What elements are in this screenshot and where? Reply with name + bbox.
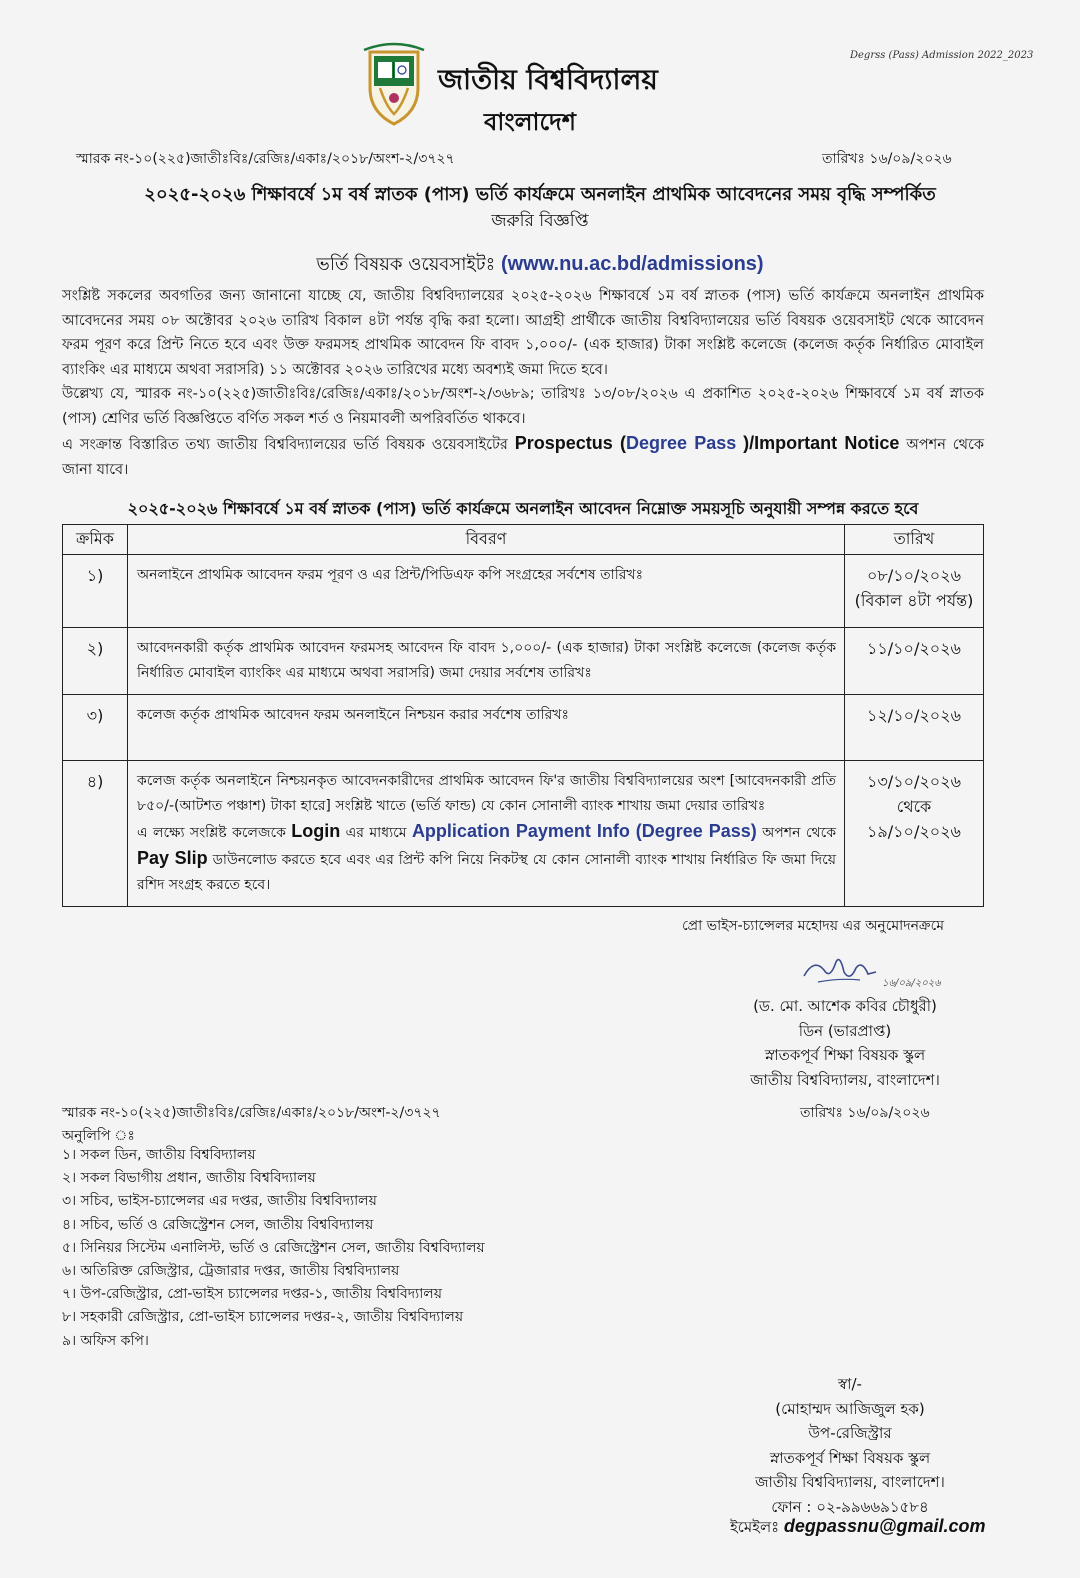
row-date-from: ১৩/১০/২০২৬: [867, 772, 961, 791]
notice-title: ২০২৫-২০২৬ শিক্ষাবর্ষে ১ম বর্ষ স্নাতক (পাস) ভর্তি কার্যক্রমে অনলাইন প্রাথমিক আবেদনের সময় বৃদ্ধি সম্পর্কিত: [144, 184, 936, 205]
table-row: [63, 761, 984, 907]
list-item: ৩। সচিব, ভাইস-চ্যান্সেলর এর দপ্তর, জাতীয় বিশ্ববিদ্যালয়: [62, 1193, 377, 1210]
signatory-org: জাতীয় বিশ্ববিদ্যালয়, বাংলাদেশ।: [750, 1070, 940, 1089]
col-description: বিবরণ: [128, 525, 845, 555]
signatory-school: স্নাতকপূর্ব শিক্ষা বিষয়ক স্কুল: [769, 1448, 931, 1467]
row-description: কলেজ কর্তৃক প্রাথমিক আবেদন ফরম অনলাইনে নিশ্চয়ন করার সর্বশেষ তারিখঃ: [128, 695, 845, 761]
corner-note: Degrss (Pass) Admission 2022_2023: [850, 50, 1034, 61]
notice-paragraph-1: সংশ্লিষ্ট সকলের অবগতির জন্য জানানো যাচ্ছে যে, জাতীয় বিশ্ববিদ্যালয়ের ২০২৫-২০২৬ শিক্ষাবর্ষে ১ম বর্ষ স্নাতক (পাস) ভর্তি কার্যক্রমে অনলাইন প্রাথমিক আবেদনের সময় ০৮ অক্টোবর ২০২৬ তারিখ বিকাল ৪টা পর্যন্ত বৃদ্ধি করা হলো। আগ্রহী প্রার্থীকে জাতীয় বিশ্ববিদ্যালয়ের ভর্তি বিষয়ক ওয়েবসাইট থেকে আবেদন ফরম পূরণ করে প্রিন্ট নিতে হবে এবং উক্ত ফরমসহ প্রাথমিক আবেদন ফি বাবদ ১,০০০/- (এক হাজার) টাকা সংশ্লিষ্ট কলেজে (কলেজ কর্তৃক নির্ধারিত মোবাইল ব্যাংকিং এর মাধ্যমে অথবা সরাসরি) ১১ অক্টোবর ২০২৬ তারিখের মধ্যে অবশ্যই জমা দিতে হবে।: [62, 288, 984, 378]
table-header-row: [63, 525, 984, 555]
row-description-extra: [137, 819, 836, 898]
degree-pass-link[interactable]: Degree Pass: [625, 433, 737, 453]
signatory-block-dean: [710, 994, 980, 1092]
university-name: জাতীয় বিশ্ববিদ্যালয়: [438, 63, 658, 96]
signature-date: ১৬/০৯/২০২৬: [882, 978, 941, 989]
notice-subtitle: জরুরি বিজ্ঞপ্তি: [491, 211, 589, 231]
row-serial: ২): [63, 628, 128, 695]
pay-slip-label: Pay Slip: [137, 848, 208, 868]
extra-text: এর মাধ্যমে: [345, 825, 407, 841]
handwritten-signature: [800, 952, 880, 986]
memo-number: স্মারক নং-১০(২২৫)জাতীঃবিঃ/রেজিঃ/একাঃ/২০১৮/অংশ-২/৩৭২৭: [76, 151, 455, 167]
col-serial: ক্রমিক: [63, 525, 128, 555]
signatory-sign: স্বা/-: [838, 1375, 862, 1393]
email-line: [730, 1516, 986, 1541]
copy-memo-number: স্মারক নং-১০(২২৫)জাতীঃবিঃ/রেজিঃ/একাঃ/২০১৮/অংশ-২/৩৭২৭: [62, 1105, 441, 1121]
signatory-name: (মোহাম্মদ আজিজুল হক): [775, 1399, 925, 1418]
row-description: [128, 761, 845, 907]
schedule-title: ২০২৫-২০২৬ শিক্ষাবর্ষে ১ম বর্ষ স্নাতক (পাস) ভর্তি কার্যক্রমে অনলাইন আবেদন নিম্নোক্ত সময়সূচি অনুযায়ী সম্পন্ন করতে হবে: [127, 499, 919, 518]
col-date: তারিখ: [845, 525, 984, 555]
paragraph-3-text: এ সংক্রান্ত বিস্তারিত তথ্য জাতীয় বিশ্ববিদ্যালয়ের ভর্তি বিষয়ক ওয়েবসাইটের: [62, 437, 508, 453]
website-url[interactable]: (www.nu.ac.bd/admissions): [500, 253, 764, 275]
row-date-value: ০৮/১০/২০২৬: [867, 566, 961, 585]
row-date-mid: থেকে: [896, 797, 932, 816]
email-address[interactable]: degpassnu@gmail.com: [783, 1516, 986, 1536]
website-label: ভর্তি বিষয়ক ওয়েবসাইটঃ: [316, 254, 496, 275]
list-item: ৭। উপ-রেজিস্ট্রার, প্রো-ভাইস চ্যান্সেলর দপ্তর-১, জাতীয় বিশ্ববিদ্যালয়: [62, 1286, 442, 1303]
list-item: ৯। অফিস কপি।: [62, 1332, 149, 1349]
signatory-title: উপ-রেজিস্ট্রার: [808, 1424, 892, 1442]
list-item: ১। সকল ডিন, জাতীয় বিশ্ববিদ্যালয়: [62, 1147, 256, 1163]
table-row: [63, 695, 984, 761]
row-description: আবেদনকারী কর্তৃক প্রাথমিক আবেদন ফরমসহ আবেদন ফি বাবদ ১,০০০/- (এক হাজার) টাকা সংশ্লিষ্ট কলেজে (কলেজ কর্তৃক নির্ধারিত মোবাইল ব্যাংকিং এর মাধ্যমে অথবা সরাসরি) জমা দেয়ার সর্বশেষ তারিখঃ: [128, 628, 845, 695]
row-serial: ৩): [63, 695, 128, 761]
list-item: ৫। সিনিয়র সিস্টেম এনালিস্ট, ভর্তি ও রেজিস্ট্রেশন সেল, জাতীয় বিশ্ববিদ্যালয়: [62, 1239, 485, 1256]
table-row: [63, 555, 984, 628]
notice-paragraph-2: উল্লেখ্য যে, স্মারক নং-১০(২২৫)জাতীঃবিঃ/রেজিঃ/একাঃ/২০১৮/অংশ-২/৩৬৮৯; তারিখঃ ১৩/০৮/২০২৬ এ প্রকাশিত ২০২৫-২০২৬ শিক্ষাবর্ষে ১ম বর্ষ স্নাতক (পাস) শ্রেণির ভর্তি বিজ্ঞপ্তিতে বর্ণিত সকল শর্ত ও নিয়মাবলী অপরিবর্তিত থাকবে।: [62, 386, 984, 427]
approval-line: প্রো ভাইস-চ্যান্সেলর মহোদয় এর অনুমোদনক্রমে: [682, 918, 945, 934]
memo-date: তারিখঃ ১৬/০৯/২০২৬: [822, 151, 952, 167]
row-date: ১১/১০/২০২৬: [845, 628, 984, 695]
signatory-title: ডিন (ভারপ্রাপ্ত): [798, 1021, 892, 1040]
paragraph-3-tail: অপশন থেকে জানা যাবে।: [62, 437, 985, 478]
email-label: ইমেইলঃ: [730, 1518, 780, 1536]
university-logo: [360, 40, 428, 130]
list-item: ৮। সহকারী রেজিস্ট্রার, প্রো-ভাইস চ্যান্সেলর দপ্তর-২, জাতীয় বিশ্ববিদ্যালয়: [62, 1309, 464, 1326]
country-name: বাংলাদেশ: [484, 108, 576, 136]
schedule-table: [62, 524, 984, 907]
list-item: ২। সকল বিভাগীয় প্রধান, জাতীয় বিশ্ববিদ্যালয়: [62, 1170, 316, 1187]
row-description: অনলাইনে প্রাথমিক আবেদন ফরম পূরণ ও এর প্রিন্ট/পিডিএফ কপি সংগ্রহের সর্বশেষ তারিখঃ: [128, 555, 845, 628]
notice-paragraph-3: [62, 431, 984, 482]
important-notice-label: )/Important Notice: [743, 433, 900, 453]
prospectus-label: Prospectus (: [514, 433, 626, 453]
row-serial: ১): [63, 555, 128, 628]
row-description-main: কলেজ কর্তৃক অনলাইনে নিশ্চয়নকৃত আবেদনকারীদের প্রাথমিক আবেদন ফি'র জাতীয় বিশ্ববিদ্যালয়ের অংশ [আবেদনকারী প্রতি ৮৫০/-(আটশত পঞ্চাশ) টাকা হারে] সংশ্লিষ্ট খাতে (ভর্তি ফান্ড) যে কোন সোনালী ব্যাংক শাখায় জমা দেয়ার তারিখঃ: [137, 773, 836, 814]
copy-list: [62, 1144, 485, 1353]
row-date-note: (বিকাল ৪টা পর্যন্ত): [854, 591, 974, 610]
signatory-phone: ফোন : ০২-৯৯৬৬৯১৫৮৪: [771, 1497, 929, 1516]
row-date: [845, 555, 984, 628]
application-payment-info-link[interactable]: Application Payment Info (Degree Pass): [411, 821, 757, 841]
signatory-org: জাতীয় বিশ্ববিদ্যালয়, বাংলাদেশ।: [755, 1473, 945, 1491]
admission-website-line: [60, 250, 1020, 281]
signatory-block-deputy-registrar: [720, 1372, 980, 1519]
list-item: ৪। সচিব, ভর্তি ও রেজিস্ট্রেশন সেল, জাতীয় বিশ্ববিদ্যালয়: [62, 1216, 374, 1233]
row-date: ১২/১০/২০২৬: [845, 695, 984, 761]
signatory-school: স্নাতকপূর্ব শিক্ষা বিষয়ক স্কুল: [764, 1046, 926, 1064]
copy-label: অনুলিপি ঃ: [62, 1128, 135, 1144]
extra-text: এ লক্ষ্যে সংশ্লিষ্ট কলেজকে: [137, 825, 286, 841]
extra-text: অপশন থেকে: [762, 825, 836, 841]
row-date-to: ১৯/১০/২০২৬: [867, 822, 961, 841]
notice-body: [62, 284, 984, 482]
list-item: ৬। অতিরিক্ত রেজিস্ট্রার, ট্রেজারার দপ্তর, জাতীয় বিশ্ববিদ্যালয়: [62, 1263, 400, 1280]
row-date: [845, 761, 984, 907]
table-row: [63, 628, 984, 695]
signatory-name: (ড. মো. আশেক কবির চৌধুরী): [753, 997, 937, 1015]
extra-text: ডাউনলোড করতে হবে এবং এর প্রিন্ট কপি নিয়ে নিকটস্থ যে কোন সোনালী ব্যাংক শাখায় নির্ধারিত ফি জমা দিয়ে রশিদ সংগ্রহ করতে হবে।: [137, 852, 837, 893]
copy-memo-date: তারিখঃ ১৬/০৯/২০২৬: [800, 1105, 930, 1121]
login-label: Login: [291, 821, 341, 841]
row-serial: ৪): [63, 761, 128, 907]
